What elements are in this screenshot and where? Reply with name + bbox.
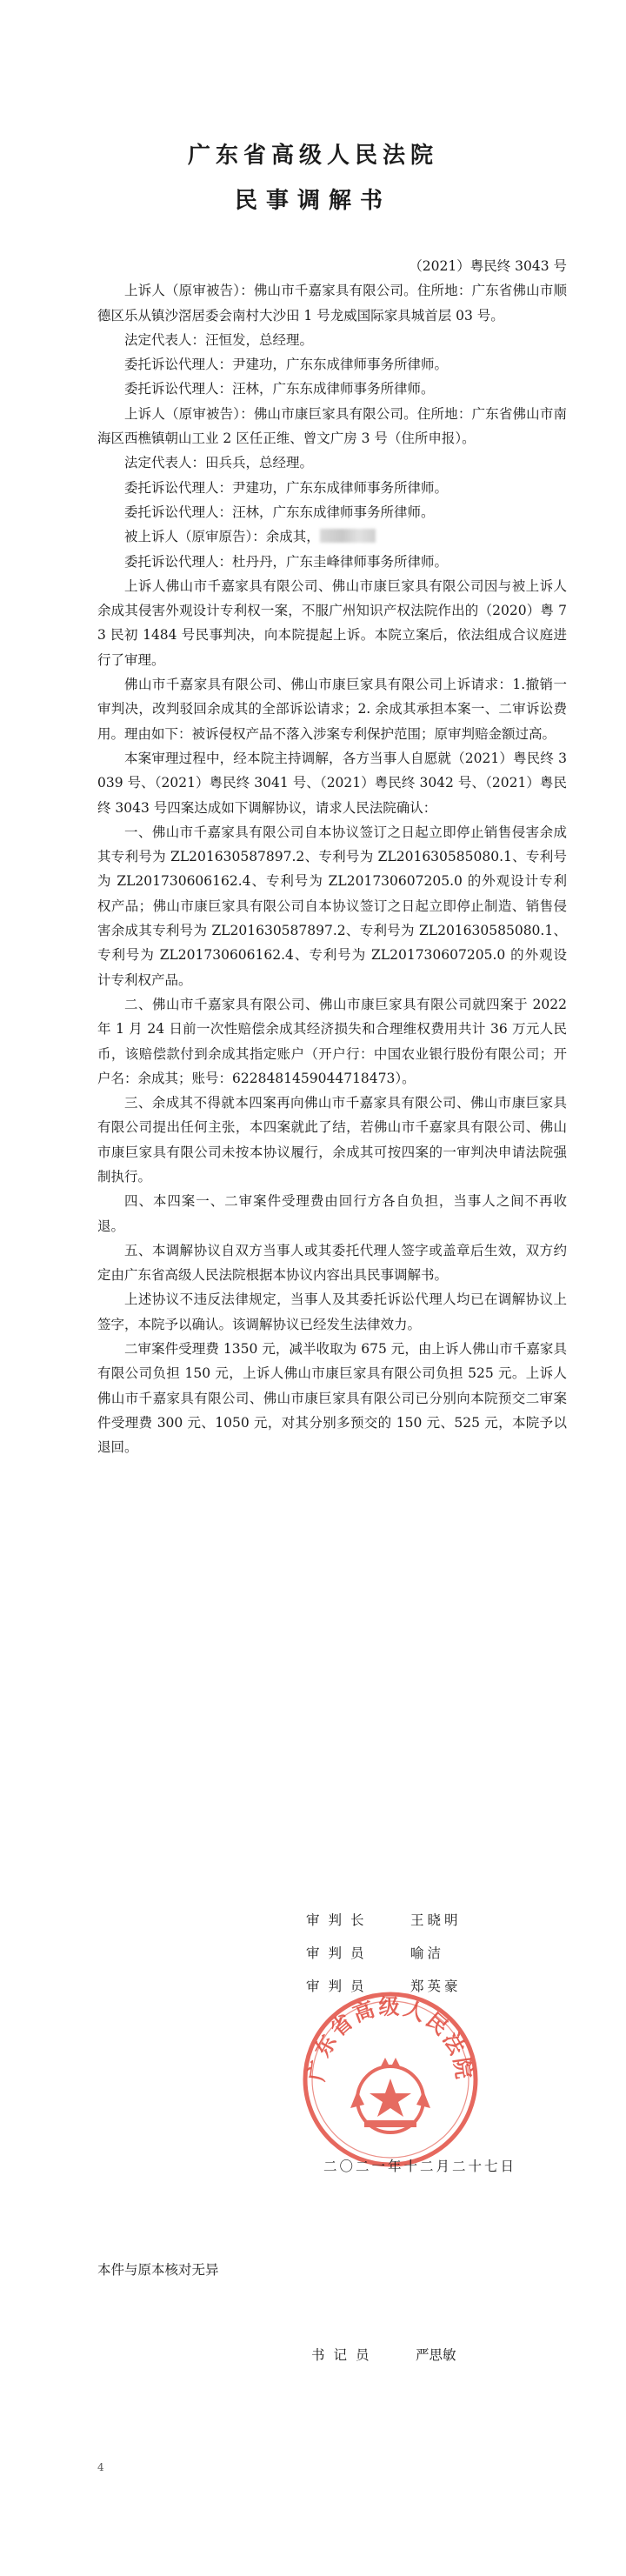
document-type: 民事调解书: [234, 188, 391, 214]
signature-role: 审判员: [306, 1979, 373, 1994]
court-seal-icon: [299, 1988, 482, 2171]
signature-name: 郑英豪: [410, 1979, 462, 1994]
signature-line: [306, 1943, 444, 1962]
party-line: 委托诉讼代理人：汪林，广东东成律师事务所律师。: [124, 381, 435, 397]
appellee-line: [97, 524, 567, 549]
party-line: 委托诉讼代理人：尹建功，广东东成律师事务所律师。: [124, 357, 449, 373]
party-line: 法定代表人：汪恒发，总经理。: [124, 331, 314, 348]
party-line: 上诉人（原审被告）：佛山市康巨家具有限公司。住所地：广东省佛山市南海区西樵镇朝山工业 2 区任正维、曾文广房 3 号（住所申报）。: [97, 405, 567, 447]
signature-role: 审判长: [306, 1912, 373, 1928]
paragraph: 三、余成其不得就本四案再向佛山市千嘉家具有限公司、佛山市康巨家具有限公司提出任何主张，本四案就此了结，若佛山市千嘉家具有限公司、佛山市康巨家具有限公司未按本协议履行，余成其可按四案的一审判决申请法院强制执行。: [97, 1095, 567, 1185]
case-number: （2021）粤民终 3043 号: [409, 258, 567, 274]
paragraph: 二、佛山市千嘉家具有限公司、佛山市康巨家具有限公司就四案于 2022 年 1 月 24 日前一次性赔偿余成其经济损失和合理维权费用共计 36 万元人民币，该赔偿款付到余成其指定账户（开户行：中国农业银行股份有限公司；开户名：余成其；账号：6228481459044718473）。: [97, 996, 567, 1086]
copy-verification-note: 本件与原本核对无异: [97, 2262, 219, 2278]
signature-role: 审判员: [306, 1945, 373, 1961]
paragraph: 四、本四案一、二审案件受理费由回行方各自负担，当事人之间不再收退。: [97, 1193, 567, 1234]
paragraph: 五、本调解协议自双方当事人或其委托代理人签字或盖章后生效，双方约定由广东省高级人民法院根据本协议内容出具民事调解书。: [97, 1242, 567, 1284]
appellee-text: 被上诉人（原审原告）：余成其，: [124, 529, 320, 545]
page-number: 4: [97, 2461, 104, 2473]
svg-text:广东省高级人民法院: [303, 1994, 477, 2083]
paragraph: 本案审理过程中，经本院主持调解，各方当事人自愿就（2021）粤民终 3039 号、（2021）粤民终 3041 号、（2021）粤民终 3042 号、（2021）粤民终 3043 号四案达成如下调解协议，请求人民法院确认：: [97, 750, 567, 816]
judgment-date: 二〇二一年十二月二十七日: [323, 2159, 517, 2174]
signature-name: 喻洁: [410, 1945, 445, 1961]
party-line: 委托诉讼代理人：杜丹丹，广东圭峰律师事务所律师。: [124, 553, 449, 570]
paragraph: 佛山市千嘉家具有限公司、佛山市康巨家具有限公司上诉请求：1.撤销一审判决，改判驳回余成其的全部诉讼请求；2. 余成其承担本案一、二审诉讼费用。理由如下：被诉侵权产品不落入涉案专利保护范围；原审判赔金额过高。: [97, 677, 567, 742]
document-body: [97, 254, 567, 1460]
paragraph: 一、佛山市千嘉家具有限公司自本协议签订之日起立即停止销售侵害余成其专利号为 ZL201630587897.2、专利号为 ZL201630585080.1、专利号为 ZL201730606162.4、专利号为 ZL201730607205.0 的外观设计专利权产品；佛山市康巨家具有限公司自本协议签订之日起立即停止制造、销售侵害余成其专利号为 ZL201630587897.2、专利号为 ZL201630585080.1、专利号为 ZL201730606162.4、专利号为 ZL201730607205.0 的外观设计专利权产品。: [97, 824, 567, 988]
signature-name: 王晓明: [410, 1912, 462, 1928]
paragraph: 上述协议不违反法律规定，当事人及其委托诉讼代理人均已在调解协议上签字，本院予以确认。该调解协议已经发生法律效力。: [97, 1291, 567, 1332]
redacted-block: [320, 529, 376, 543]
paragraph: 上诉人佛山市千嘉家具有限公司、佛山市康巨家具有限公司因与被上诉人余成其侵害外观设计专利权一案，不服广州知识产权法院作出的（2020）粤 73 民初 1484 号民事判决，向本院提起上诉。本院立案后，依法组成合议庭进行了审理。: [97, 577, 567, 668]
signature-line: [306, 1910, 462, 1929]
paragraph: 二审案件受理费 1350 元，减半收取为 675 元，由上诉人佛山市千嘉家具有限公司负担 150 元，上诉人佛山市康巨家具有限公司负担 525 元。上诉人佛山市千嘉家具有限公司、佛山市康巨家具有限公司已分别向本院预交二审案件受理费 300 元、1050 元，对其分别多预交的 150 元、525 元，本院予以退回。: [97, 1341, 567, 1456]
clerk-role: 书记员: [311, 2347, 378, 2363]
seal-text: 广东省高级人民法院: [303, 1993, 477, 2083]
clerk-line: [311, 2345, 456, 2364]
party-line: 委托诉讼代理人：汪林，广东东成律师事务所律师。: [124, 504, 435, 520]
party-line: 委托诉讼代理人：尹建功，广东东成律师事务所律师。: [124, 479, 449, 496]
party-line: 上诉人（原审被告）：佛山市千嘉家具有限公司。住所地：广东省佛山市顺德区乐从镇沙滘居委会南村大沙田 1 号龙威国际家具城首层 03 号。: [97, 283, 567, 324]
party-line: 法定代表人：田兵兵，总经理。: [124, 455, 314, 471]
court-name: 广东省高级人民法院: [187, 143, 438, 169]
clerk-name: 严思敏: [416, 2347, 456, 2363]
